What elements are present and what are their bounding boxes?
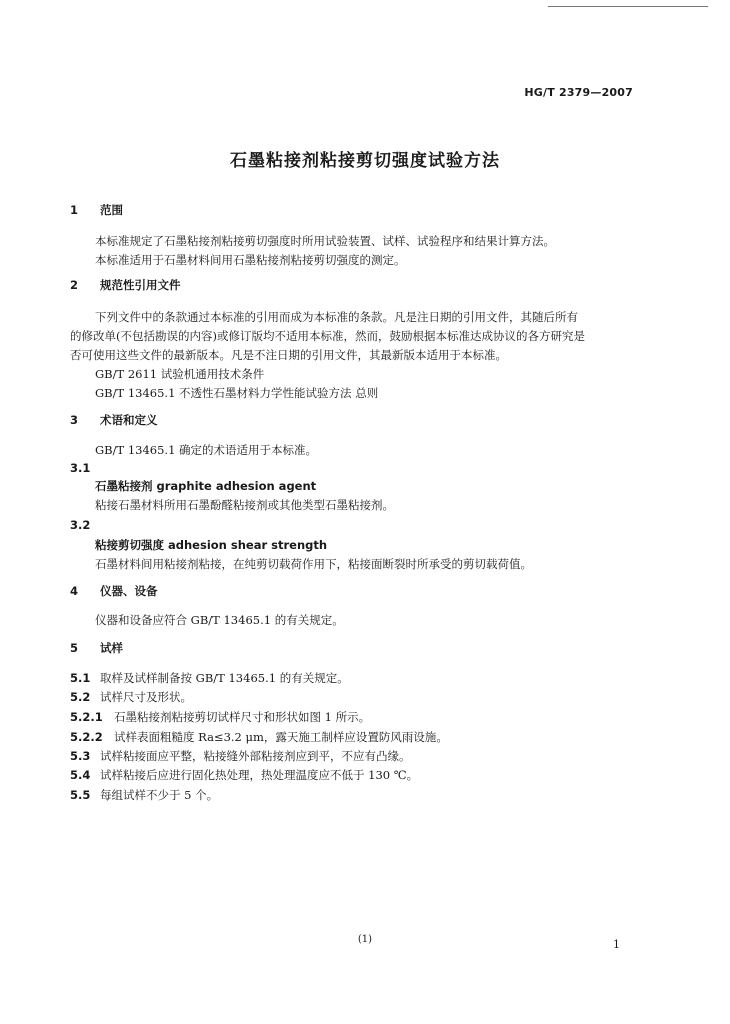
term-definition: 粘接石墨材料所用石墨酚醛粘接剂或其他类型石墨粘接剂。 (95, 498, 394, 512)
paragraph: 本标准适用于石墨材料间用石墨粘接剂粘接剪切强度的测定。 (95, 253, 406, 267)
clause-number: 5.5 (70, 788, 91, 802)
section-number: 4 (70, 584, 79, 598)
paragraph-line: 的修改单(不包括勘误的内容)或修订版均不适用本标准，然而，鼓励根据本标准达成协议的各方研究是 (70, 329, 585, 343)
clause-text: 石墨粘接剂粘接剪切试样尺寸和形状如图 1 所示。 (114, 710, 371, 724)
clause-number: 5.4 (70, 768, 91, 782)
term-name: 粘接剪切强度 adhesion shear strength (95, 538, 328, 552)
section-title: 范围 (100, 203, 123, 217)
section-title: 仪器、设备 (100, 584, 158, 598)
reference-item: GB/T 13465.1 不透性石墨材料力学性能试验方法 总则 (95, 386, 379, 400)
term-definition: 石墨材料间用粘接剂粘接，在纯剪切载荷作用下，粘接面断裂时所承受的剪切载荷值。 (95, 557, 532, 571)
paragraph: GB/T 13465.1 确定的术语适用于本标准。 (95, 443, 318, 457)
paragraph: 本标准规定了石墨粘接剂粘接剪切强度时所用试验装置、试样、试验程序和结果计算方法。 (95, 234, 555, 248)
clause-number: 5.3 (70, 749, 91, 763)
section-1-heading (70, 203, 638, 217)
standard-code: HG/T 2379—2007 (524, 86, 633, 99)
term-name: 石墨粘接剂 graphite adhesion agent (95, 479, 317, 493)
section-title: 试样 (100, 641, 123, 655)
clause-text: 试样尺寸及形状。 (100, 690, 192, 704)
section-2-heading (70, 278, 638, 292)
clause (70, 749, 638, 763)
document-title: 石墨粘接剂粘接剪切强度试验方法 (230, 151, 500, 171)
section-number: 3 (70, 413, 79, 427)
clause (70, 710, 638, 724)
clause-number: 5.2.2 (70, 730, 103, 744)
paragraph-line: 下列文件中的条款通过本标准的引用而成为本标准的条款。凡是注日期的引用文件，其随后所有 (95, 310, 578, 324)
paragraph: 仪器和设备应符合 GB/T 13465.1 的有关规定。 (95, 613, 344, 627)
term-number: 3.1 (70, 461, 91, 475)
clause-text: 试样粘接面应平整，粘接缝外部粘接剂应到平，不应有凸缘。 (100, 749, 411, 763)
top-rule (548, 6, 708, 7)
clause (70, 690, 638, 704)
clause-text: 取样及试样制备按 GB/T 13465.1 的有关规定。 (100, 671, 349, 685)
clause-number: 5.2 (70, 690, 91, 704)
term-number: 3.2 (70, 518, 91, 532)
footer-page-mark: (1) (357, 934, 373, 945)
clause (70, 671, 638, 685)
clause-number: 5.2.1 (70, 710, 103, 724)
page-number: 1 (613, 938, 620, 951)
section-title: 术语和定义 (100, 413, 158, 427)
paragraph-line: 否可使用这些文件的最新版本。凡是不注日期的引用文件，其最新版本适用于本标准。 (70, 348, 507, 362)
section-5-heading (70, 641, 638, 655)
clause (70, 788, 638, 802)
section-number: 1 (70, 203, 79, 217)
reference-item: GB/T 2611 试验机通用技术条件 (95, 367, 265, 381)
clause (70, 730, 638, 744)
section-3-heading (70, 413, 638, 427)
section-4-heading (70, 584, 638, 598)
clause-text: 试样粘接后应进行固化热处理，热处理温度应不低于 130 ℃。 (100, 768, 419, 782)
section-number: 2 (70, 278, 79, 292)
section-number: 5 (70, 641, 79, 655)
clause-number: 5.1 (70, 671, 91, 685)
clause-text: 试样表面粗糙度 Ra≤3.2 μm，露天施工制样应设置防风雨设施。 (114, 730, 448, 744)
section-title: 规范性引用文件 (100, 278, 181, 292)
clause-text: 每组试样不少于 5 个。 (100, 788, 219, 802)
clause (70, 768, 638, 782)
